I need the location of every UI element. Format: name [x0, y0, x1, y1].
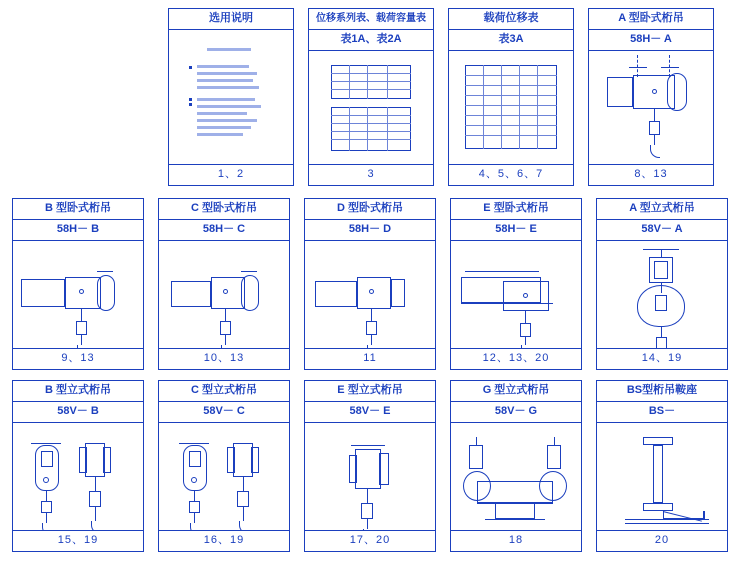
cell-header: A 型立式桁吊 [597, 199, 727, 220]
type-c-vertical[interactable] [158, 380, 290, 552]
row-2 [4, 198, 731, 370]
cell-subheader: 58V－ A [597, 220, 727, 241]
cell-subheader: BS－ [597, 402, 727, 423]
cell-header: 载荷位移表 [449, 9, 573, 30]
cell-footer: 16、19 [159, 530, 289, 551]
cell-footer: 1、2 [169, 164, 293, 185]
cell-subheader: 58V－ G [451, 402, 581, 423]
saddle-art [597, 423, 727, 530]
cell-footer: 20 [597, 530, 727, 551]
cell-footer: 8、13 [589, 164, 713, 185]
cell-footer: 18 [451, 530, 581, 551]
cell-subheader: 58V－ B [13, 402, 143, 423]
type-g-vertical[interactable] [450, 380, 582, 552]
selection-notes[interactable] [168, 8, 294, 186]
hanger-a-horizontal-art [589, 51, 713, 164]
table-art [309, 51, 433, 164]
cell-footer: 3 [309, 164, 433, 185]
hanger-b-vertical-art [13, 423, 143, 530]
cell-header: C 型立式桁吊 [159, 381, 289, 402]
hanger-c-horizontal-art [159, 241, 289, 348]
type-a-vertical[interactable] [596, 198, 728, 370]
hanger-g-vertical-art [451, 423, 581, 530]
cell-header: G 型立式桁吊 [451, 381, 581, 402]
cell-footer: 17、20 [305, 530, 435, 551]
load-displacement-table[interactable] [448, 8, 574, 186]
type-b-vertical[interactable] [12, 380, 144, 552]
cell-footer: 9、13 [13, 348, 143, 369]
cell-header: B 型卧式桁吊 [13, 199, 143, 220]
cell-subheader: 58V－ C [159, 402, 289, 423]
cell-header: D 型卧式桁吊 [305, 199, 435, 220]
type-e-vertical[interactable] [304, 380, 436, 552]
table-art [449, 51, 573, 164]
cell-footer: 14、19 [597, 348, 727, 369]
hanger-d-horizontal-art [305, 241, 435, 348]
hanger-e-horizontal-art [451, 241, 581, 348]
cell-subheader: 58H－ A [589, 30, 713, 51]
hanger-b-horizontal-art [13, 241, 143, 348]
type-a-horizontal[interactable] [588, 8, 714, 186]
cell-header: 位移系列表、载荷容量表 [309, 9, 433, 30]
cell-header: 选用说明 [169, 9, 293, 30]
type-d-horizontal[interactable] [304, 198, 436, 370]
displacement-series-table[interactable] [308, 8, 434, 186]
cell-subheader: 58H－ D [305, 220, 435, 241]
cell-header: A 型卧式桁吊 [589, 9, 713, 30]
cell-footer: 4、5、6、7 [449, 164, 573, 185]
hanger-a-vertical-art [597, 241, 727, 348]
row-3 [4, 380, 731, 552]
cell-subheader: 58H－ C [159, 220, 289, 241]
bs-saddle[interactable] [596, 380, 728, 552]
cell-subheader: 表3A [449, 30, 573, 51]
cell-header: E 型立式桁吊 [305, 381, 435, 402]
cell-header: B 型立式桁吊 [13, 381, 143, 402]
cell-subheader: 表1A、表2A [309, 30, 433, 51]
cell-header: E 型卧式桁吊 [451, 199, 581, 220]
hanger-c-vertical-art [159, 423, 289, 530]
type-c-horizontal[interactable] [158, 198, 290, 370]
row-1 [160, 8, 722, 186]
cell-footer: 12、13、20 [451, 348, 581, 369]
cell-footer: 10、13 [159, 348, 289, 369]
cell-header: C 型卧式桁吊 [159, 199, 289, 220]
cell-footer: 11 [305, 348, 435, 369]
type-e-horizontal[interactable] [450, 198, 582, 370]
cell-header: BS型桁吊鞍座 [597, 381, 727, 402]
type-b-horizontal[interactable] [12, 198, 144, 370]
selection-notes-art [169, 30, 293, 164]
cell-subheader: 58H－ E [451, 220, 581, 241]
cell-footer: 15、19 [13, 530, 143, 551]
cell-subheader: 58V－ E [305, 402, 435, 423]
hanger-e-vertical-art [305, 423, 435, 530]
cell-subheader: 58H－ B [13, 220, 143, 241]
